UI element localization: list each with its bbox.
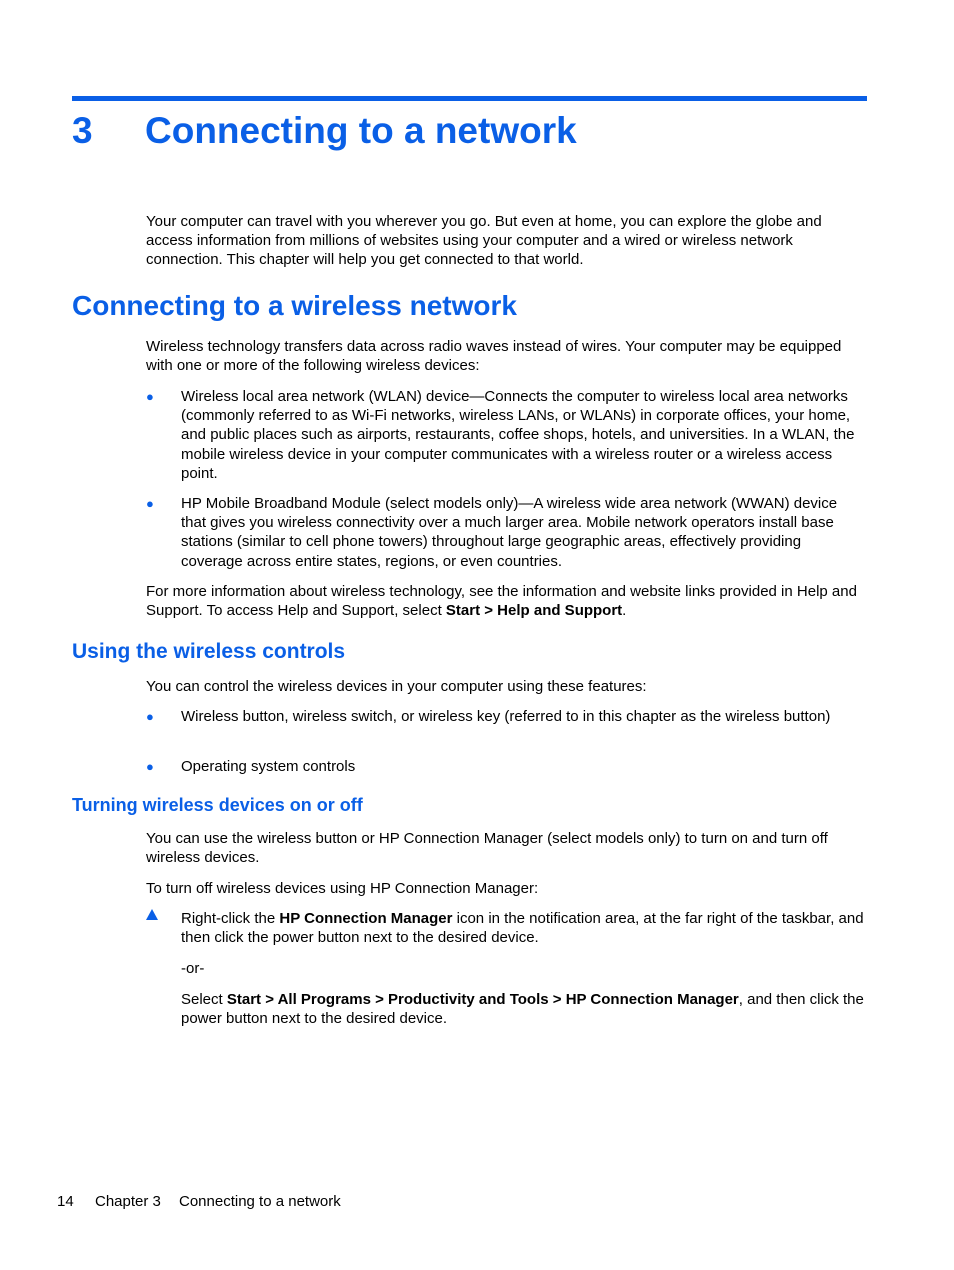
alternative-step: [181, 990, 864, 1028]
section-heading-wireless: Connecting to a wireless network: [72, 290, 517, 321]
chapter-rule: [72, 96, 867, 101]
page-number: 14: [57, 1193, 74, 1210]
footer-chapter-title: Connecting to a network: [179, 1193, 341, 1210]
bullet-icon: ●: [146, 759, 154, 774]
chapter-title: Connecting to a network: [145, 110, 577, 151]
hp-connection-manager-label: HP Connection Manager: [279, 910, 453, 927]
alt-prefix: Select: [181, 991, 227, 1008]
controls-intro: You can control the wireless devices in your computer using these features:: [146, 678, 647, 695]
step-text: [181, 909, 864, 947]
step-suffix: icon in the notification area, at the far right of the taskbar, and then click the power button next to the desired device.: [181, 910, 864, 947]
menu-path: Start > All Programs > Productivity and Tools > HP Connection Manager: [226, 991, 739, 1008]
step-triangle-icon: [146, 909, 158, 920]
chapter-intro: Your computer can travel with you wherever you go. But even at home, you can explore the globe and access information from millions of websites using your computer and a wired or wireless network connection. This chapter will help you get connected to that world.: [146, 213, 822, 269]
alt-suffix: , and then click the power button next to the desired device.: [181, 991, 864, 1028]
step-prefix: Right-click the: [181, 910, 280, 927]
footer-chapter-label: Chapter 3: [95, 1193, 161, 1210]
help-support-path: Start > Help and Support: [445, 602, 623, 620]
section-heading-turning: Turning wireless devices on or off: [72, 795, 363, 815]
list-item-text: Wireless button, wireless switch, or wireless key (referred to in this chapter as the wireless button): [181, 708, 831, 725]
list-item-text: Wireless local area network (WLAN) device—Connects the computer to wireless local area networks (commonly referred to as Wi-Fi networks, wireless LANs, or WLANs) in corporate offices, your home, and public places such as airports, restaurants, coffee shops, hotels, and universities. In a WLAN, the mobile wireless device in your computer communicates with a wireless router or a wireless access point.: [181, 388, 855, 482]
list-item-text: Operating system controls: [181, 758, 356, 775]
turning-paragraph-2: To turn off wireless devices using HP Connection Manager:: [146, 880, 539, 897]
chapter-number: 3: [72, 110, 93, 151]
section-heading-controls: Using the wireless controls: [72, 640, 346, 663]
more-info-paragraph: [146, 582, 864, 620]
or-separator: -or-: [181, 960, 205, 977]
more-info-text: For more information about wireless technology, see the information and website links provided in Help and Support. To access Help and Support, select: [146, 583, 857, 620]
bullet-icon: ●: [146, 709, 154, 724]
wireless-intro: Wireless technology transfers data across radio waves instead of wires. Your computer may be equipped with one or more of the following wireless devices:: [146, 338, 842, 375]
bullet-icon: ●: [146, 496, 154, 511]
more-info-suffix: .: [622, 602, 627, 620]
turning-paragraph-1: You can use the wireless button or HP Connection Manager (select models only) to turn on and turn off wireless devices.: [146, 830, 828, 867]
list-item-text: HP Mobile Broadband Module (select models only)—A wireless wide area network (WWAN) device that gives you wireless connectivity over a much larger area. Mobile network operators install base stations (similar to cell phone towers) throughout large geographic areas, effectively providing coverage across entire states, regions, or even countries.: [181, 495, 838, 570]
bullet-icon: ●: [146, 389, 154, 404]
